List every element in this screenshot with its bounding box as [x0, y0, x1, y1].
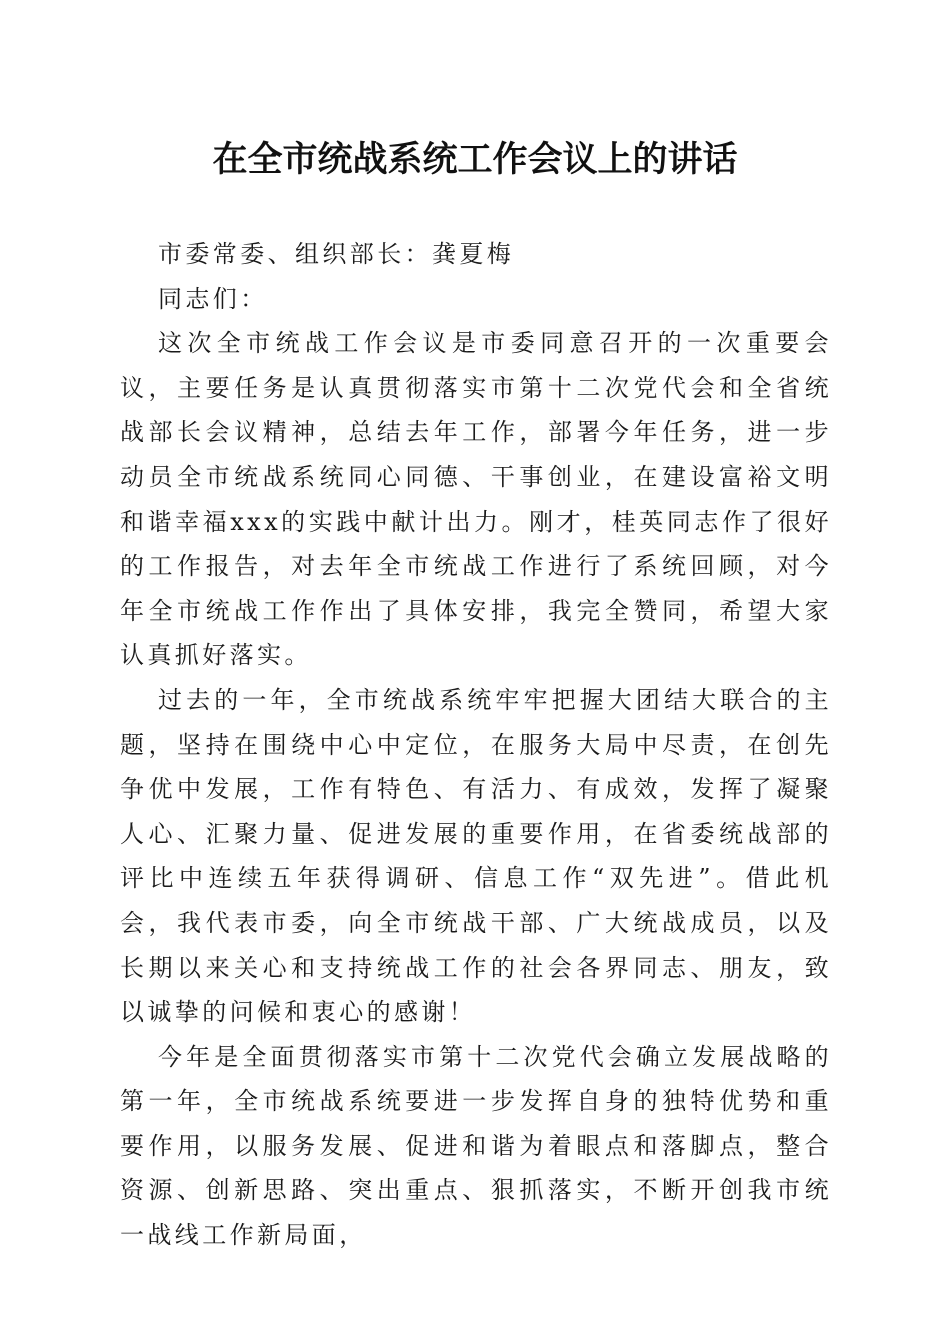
speaker-line: 市委常委、组织部长：龚夏梅	[158, 240, 515, 268]
salutation: 同志们：	[158, 284, 268, 313]
document-title: 在全市统战系统工作会议上的讲话	[212, 139, 738, 180]
document-body	[120, 232, 832, 1258]
paragraph: 过去的一年，全市统战系统牢牢把握大团结大联合的主题，坚持在围绕中心中定位，在服务大局中尽责，在创先争优中发展，工作有特色、有活力、有成效，发挥了凝聚人心、汇聚力量、促进发展的重要作用，在省委统战部的评比中连续五年获得调研、信息工作“双先进”。借此机会，我代表市委，向全市统战干部、广大统战成员，以及长期以来关心和支持统战工作的社会各界同志、朋友，致以诚挚的问候和衷心的感谢！	[120, 685, 832, 1027]
paragraph: 今年是全面贯彻落实市第十二次党代会确立发展战略的第一年，全市统战系统要进一步发挥自身的独特优势和重要作用，以服务发展、促进和谐为着眼点和落脚点，整合资源、创新思路、突出重点、狠抓落实，不断开创我市统一战线工作新局面，	[120, 1042, 832, 1250]
paragraph: 这次全市统战工作会议是市委同意召开的一次重要会议，主要任务是认真贯彻落实市第十二次党代会和全省统战部长会议精神，总结去年工作，部署今年任务，进一步动员全市统战系统同心同德、干事创业，在建设富裕文明和谐幸福xxx的实践中献计出力。刚才，桂英同志作了很好的工作报告，对去年全市统战工作进行了系统回顾，对今年全市统战工作作出了具体安排，我完全赞同，希望大家认真抓好落实。	[120, 329, 832, 670]
